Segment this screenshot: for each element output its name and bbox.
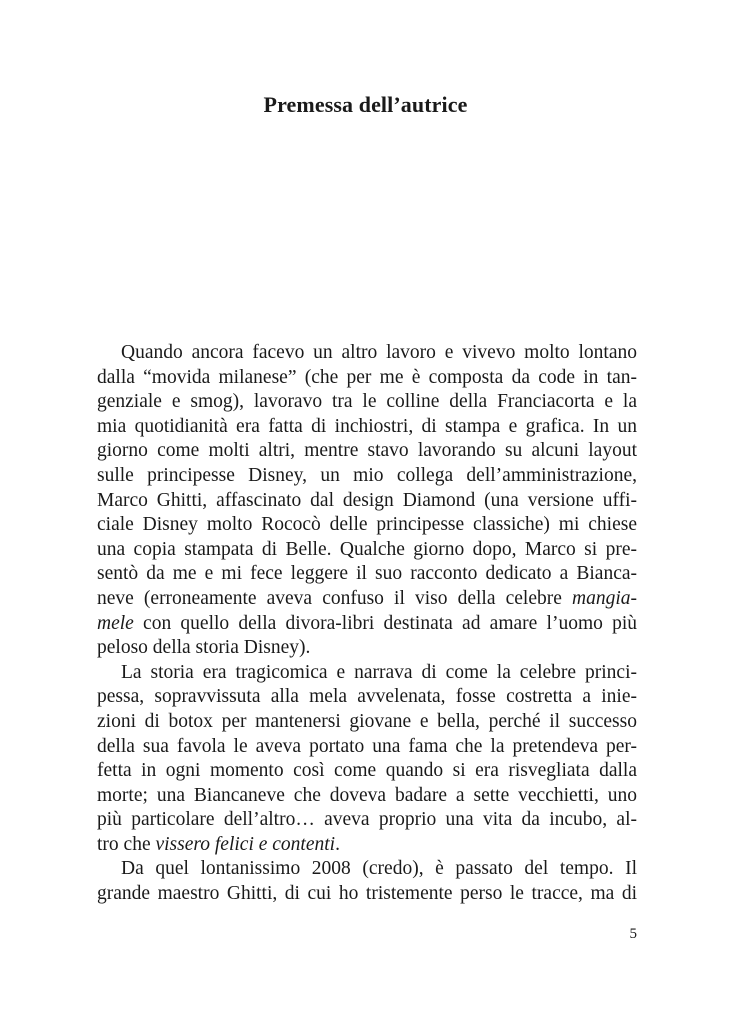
- text-run: Da quel lontanissimo 2008 (credo), è passato del tempo. Il: [121, 858, 637, 880]
- text-line: [97, 562, 637, 587]
- text-run: genziale e smog), lavoravo tra le colline della Franciacorta e la: [97, 391, 637, 413]
- text-line: [97, 759, 637, 784]
- text-run: sentò da me e mi fece leggere il suo racconto dedicato a Bianca-: [97, 563, 637, 585]
- text-line: [97, 366, 637, 391]
- text-run: ciale Disney molto Rococò delle principesse classiche) mi chiese: [97, 514, 637, 536]
- text-line: [97, 513, 637, 538]
- text-run: morte; una Biancaneve che doveva badare a sette vecchietti, uno: [97, 784, 637, 806]
- text-line: [97, 661, 637, 686]
- text-run: giorno come molti altri, mentre stavo lavorando su alcuni layout: [97, 440, 637, 462]
- page-number: 5: [629, 926, 637, 942]
- text-line: [97, 857, 637, 882]
- text-line: [97, 784, 637, 809]
- text-run: neve (erroneamente aveva confuso il viso della celebre: [97, 587, 572, 609]
- text-run: La storia era tragicomica e narrava di come la celebre princi-: [121, 661, 637, 683]
- text-run: fetta in ogni momento così come quando si era risvegliata dalla: [97, 760, 637, 782]
- text-line: [97, 415, 637, 440]
- text-line: [97, 735, 637, 760]
- text-run: della sua favola le aveva portato una fama che la pretendeva per-: [97, 735, 637, 757]
- text-run: grande maestro Ghitti, di cui ho tristemente perso le tracce, ma di: [97, 883, 637, 905]
- body-text: [97, 341, 637, 907]
- text-line: [97, 538, 637, 563]
- text-line: [97, 341, 637, 366]
- text-line: [97, 882, 637, 907]
- text-run: peloso della storia Disney).: [97, 637, 311, 659]
- paragraph: [97, 341, 637, 661]
- text-run: mia quotidianità era fatta di inchiostri, di stampa e grafica. In un: [97, 415, 637, 437]
- text-run: Quando ancora facevo un altro lavoro e vivevo molto lontano: [121, 342, 637, 363]
- text-line: [97, 439, 637, 464]
- paragraph: [97, 857, 637, 906]
- text-line: [97, 489, 637, 514]
- text-line: [97, 587, 637, 612]
- text-run: zioni di botox per mantenersi giovane e bella, perché il successo: [97, 710, 637, 732]
- italic-text: mangia-: [572, 587, 637, 609]
- text-run: una copia stampata di Belle. Qualche giorno dopo, Marco si pre-: [97, 538, 637, 560]
- text-line: [97, 808, 637, 833]
- italic-text: mele: [97, 612, 134, 634]
- text-run: con quello della divora-libri destinata ad amare l’uomo più: [133, 612, 637, 634]
- text-run: dalla “movida milanese” (che per me è composta da code in tan-: [97, 366, 637, 388]
- text-line: [97, 710, 637, 735]
- text-line: [97, 390, 637, 415]
- text-run: Marco Ghitti, affascinato dal design Diamond (una versione uffi-: [97, 489, 637, 511]
- chapter-title: Premessa dell’autrice: [263, 92, 468, 117]
- text-run: pessa, sopravvissuta alla mela avvelenata, fosse costretta a inie-: [97, 686, 637, 708]
- text-line: [97, 464, 637, 489]
- text-run: .: [335, 833, 340, 855]
- text-line: [97, 685, 637, 710]
- text-line: [97, 612, 637, 637]
- text-run: tro che: [97, 833, 156, 855]
- text-line: [97, 833, 637, 858]
- paragraph: [97, 661, 637, 858]
- text-line: [97, 636, 637, 661]
- italic-text: vissero felici e contenti: [155, 833, 336, 855]
- text-run: sulle principesse Disney, un mio collega dell’amministrazione,: [97, 464, 637, 486]
- text-run: più particolare dell’altro… aveva proprio una vita da incubo, al-: [97, 809, 637, 831]
